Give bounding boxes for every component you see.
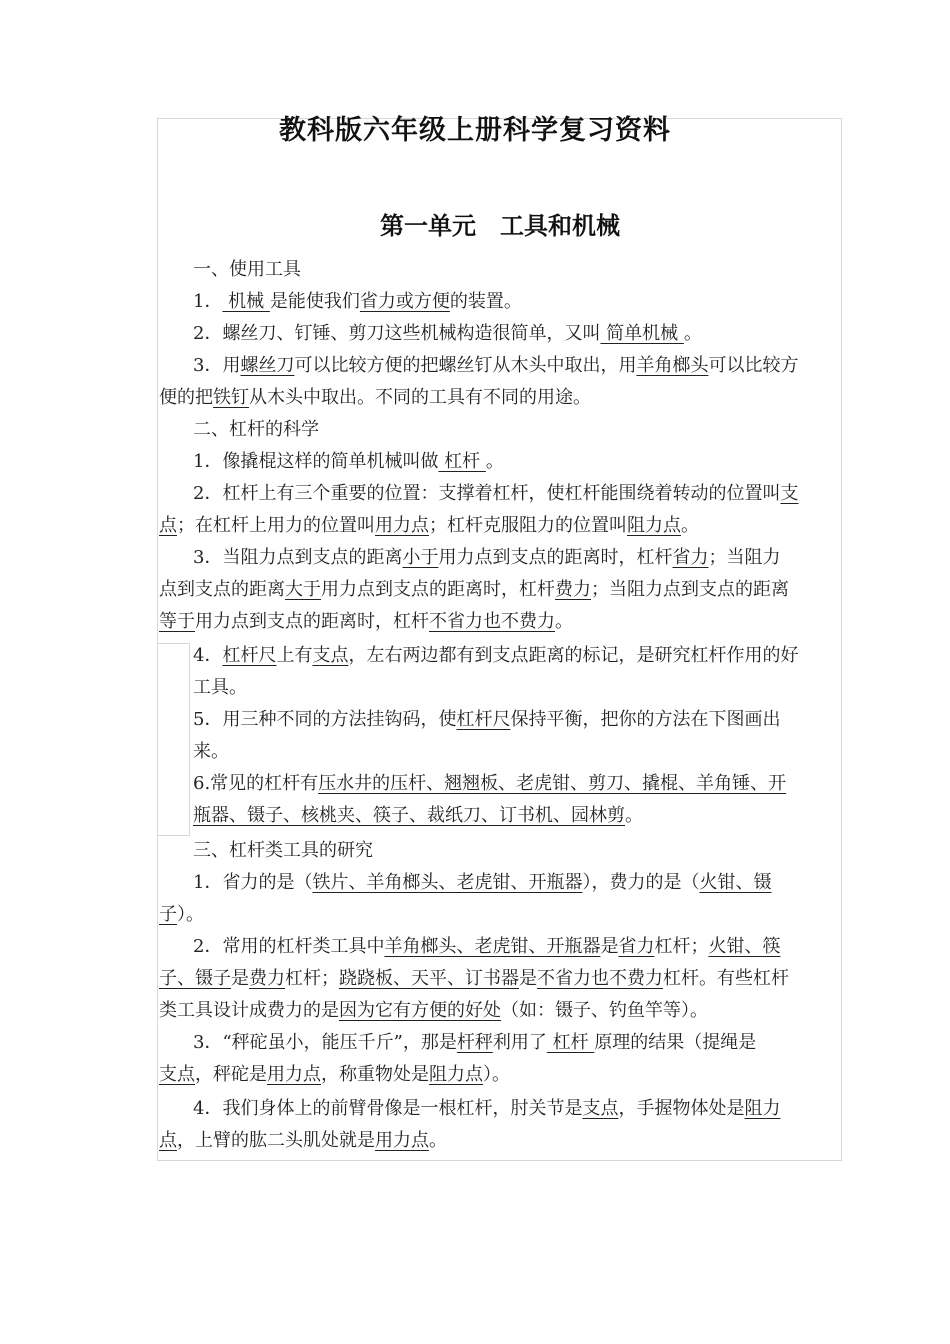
underlined-answer: 支点 [312,645,349,666]
underlined-answer: 阻力 [744,1098,781,1119]
line-text: 2．螺丝刀、钉锤、剪刀这些机械构造很简单，又叫 [193,323,601,344]
underlined-answer: 用力点 [375,515,429,536]
line-text: 3．“秤砣虽小，能压千斤”，那是 [193,1032,457,1053]
underlined-answer: 省力 [618,936,655,957]
line-text: 3．用 [193,355,241,376]
underlined-answer: 铁片、羊角榔头、老虎钳、开瓶器 [312,872,583,893]
underlined-answer: 阻力点 [429,1064,483,1085]
item-3-3b [159,1063,510,1087]
line-text: 。 [681,515,699,536]
item-2-4a [193,644,798,668]
divider-line [157,835,190,836]
line-text: ，上臂的肱二头肌处就是 [177,1130,375,1151]
unit-title: 第一单元 工具和机械 [380,212,620,240]
underlined-answer: 火钳、筷 [708,936,781,957]
underlined-answer: 小于 [402,547,439,568]
line-text: 可以比较方便的把螺丝钉从木头中取出，用 [294,355,637,376]
line-text: 一、使用工具 [193,259,301,280]
underlined-answer: 不省力也不费力 [537,968,663,989]
underlined-answer: 子、镊子 [159,968,231,989]
item-3-4a [193,1097,780,1121]
line-text: 1．像撬棍这样的简单机械叫做 [193,451,439,472]
line-text: 保持平衡，把你的方法在下图画出 [510,709,781,730]
line-text: 1． [193,291,223,312]
line-text: 5．用三种不同的方法挂钩码，使 [193,709,457,730]
line-text: ；当阻力点到支点的距离 [591,579,789,600]
line-text: 杠杆； [654,936,709,957]
underlined-answer: 铁钉 [213,387,249,408]
line-text: 用力点到支点的距离时，杠杆 [321,579,555,600]
line-text: 是 [600,936,619,957]
line-text: 2．杠杆上有三个重要的位置：支撑着杠杆，使杠杆能围绕着转动的位置叫 [193,483,781,504]
line-text: ；当阻力 [708,547,781,568]
underlined-answer: 瓶器、镊子、核桃夹、筷子、裁纸刀、订书机、园林剪 [193,805,625,826]
line-text: 二、杠杆的科学 [193,419,319,440]
item-2-4b [193,676,247,700]
line-text: 工具。 [193,677,247,698]
underlined-answer: 杠杆尺 [222,645,277,666]
line-text: 上有 [276,645,313,666]
line-text: 。 [555,611,573,632]
line-text: 是 [231,968,249,989]
underlined-answer: 子 [159,904,177,925]
line-text: 用力点到支点的距离时，杠杆 [195,611,429,632]
document-title: 教科版六年级上册科学复习资料 [279,115,671,146]
line-text: ，左右两边都有到支点距离的标记，是研究杠杆作用的好 [348,645,799,666]
line-text: 利用了 [492,1032,547,1053]
item-2-6b [193,804,643,828]
underlined-answer: 等于 [159,611,195,632]
item-2-2a [193,482,798,506]
item-1-2 [193,322,702,346]
underlined-answer: 不省力也不费力 [429,611,555,632]
item-2-1 [193,450,504,474]
line-text: 。 [625,805,643,826]
underlined-answer: 支点 [159,1064,195,1085]
underlined-answer: 杠杆尺 [456,709,511,730]
line-text: ）。 [177,904,204,925]
item-2-6a [193,772,786,796]
line-text: 便的把 [159,387,213,408]
underlined-answer: 大于 [285,579,321,600]
line-text: 4．我们身体上的前臂骨像是一根杠杆，肘关节是 [193,1098,583,1119]
section-heading-1 [193,258,301,282]
item-3-2b [159,967,789,991]
line-text: 1．省力的是（ [193,872,313,893]
line-text: ）。 [483,1064,510,1085]
underlined-answer: 跷跷板、天平、订书器 [339,968,519,989]
item-2-3b [159,578,789,602]
underlined-answer: 点 [159,515,177,536]
underlined-answer: 羊角榔头 [636,355,709,376]
line-text: 从木头中取出。不同的工具有不同的用途。 [249,387,591,408]
underlined-answer: 火钳、镊 [699,872,772,893]
item-2-3c [159,610,573,634]
line-text: 杠杆。有些杠杆 [663,968,789,989]
item-1-3b [159,386,591,410]
item-2-5b [193,740,229,764]
underlined-answer: 点 [159,1130,177,1151]
underlined-answer: 杠杆 [546,1032,595,1053]
line-text: 是 [519,968,537,989]
underlined-answer: 羊角榔头、老虎钳、开瓶器 [384,936,601,957]
section-heading-2 [193,418,319,442]
underlined-answer: 杠杆 [438,451,486,472]
line-text: ），费力的是（ [582,872,700,893]
item-3-1a [193,871,771,895]
item-1-3a [193,354,798,378]
line-text: 的装置。 [449,291,522,312]
item-3-2a [193,935,780,959]
underlined-answer: 支点 [582,1098,619,1119]
line-text: 用力点到支点的距离时，杠杆 [438,547,673,568]
line-text: 。 [429,1130,447,1151]
line-text: ，手握物体处是 [618,1098,745,1119]
line-text: 可以比较方 [708,355,799,376]
line-text: 三、杠杆类工具的研究 [193,840,373,861]
line-text: ；杠杆克服阻力的位置叫 [429,515,627,536]
line-text: （如：镊子、钓鱼竿等）。 [501,1000,708,1021]
item-3-3a [193,1031,756,1055]
line-text: 6.常见的杠杆有 [193,773,319,794]
underlined-answer: 省力或方便 [359,291,450,312]
line-text: 。 [683,323,702,344]
line-text: ；在杠杆上用力的位置叫 [177,515,375,536]
item-1-1 [193,290,522,314]
line-text: 。 [485,451,504,472]
line-text: 2．常用的杠杆类工具中 [193,936,385,957]
item-3-4b [159,1129,447,1153]
item-2-2b [159,514,699,538]
line-text: 类工具设计成费力的是 [159,1000,339,1021]
line-text: 是能使我们 [269,291,360,312]
underlined-answer: 压水井的压杆、翘翘板、老虎钳、剪刀、撬棍、羊角锤、开 [318,773,787,794]
divider-line [189,643,190,835]
item-2-3a [193,546,780,570]
line-text: ，秤砣是 [195,1064,267,1085]
underlined-answer: 费力 [555,579,591,600]
line-text: 3．当阻力点到支点的距离 [193,547,403,568]
underlined-answer: 简单机械 [600,323,684,344]
line-text: 来。 [193,741,229,762]
section-heading-3 [193,839,373,863]
underlined-answer: 支 [780,483,799,504]
item-3-1b [159,903,204,927]
underlined-answer: 用力点 [267,1064,321,1085]
line-text: ，称重物处是 [321,1064,429,1085]
line-text: 点到支点的距离 [159,579,285,600]
underlined-answer: 机械 [222,291,270,312]
item-2-5a [193,708,780,732]
line-text: 原理的结果（提绳是 [594,1032,757,1053]
underlined-answer: 费力 [249,968,285,989]
underlined-answer: 省力 [672,547,709,568]
underlined-answer: 用力点 [375,1130,429,1151]
underlined-answer: 螺丝刀 [240,355,295,376]
divider-line [157,643,190,644]
line-text: 杠杆； [285,968,339,989]
underlined-answer: 杆秤 [456,1032,493,1053]
underlined-answer: 阻力点 [627,515,681,536]
item-3-2c [159,999,708,1023]
line-text: 4． [193,645,223,666]
underlined-answer: 因为它有方便的好处 [339,1000,501,1021]
